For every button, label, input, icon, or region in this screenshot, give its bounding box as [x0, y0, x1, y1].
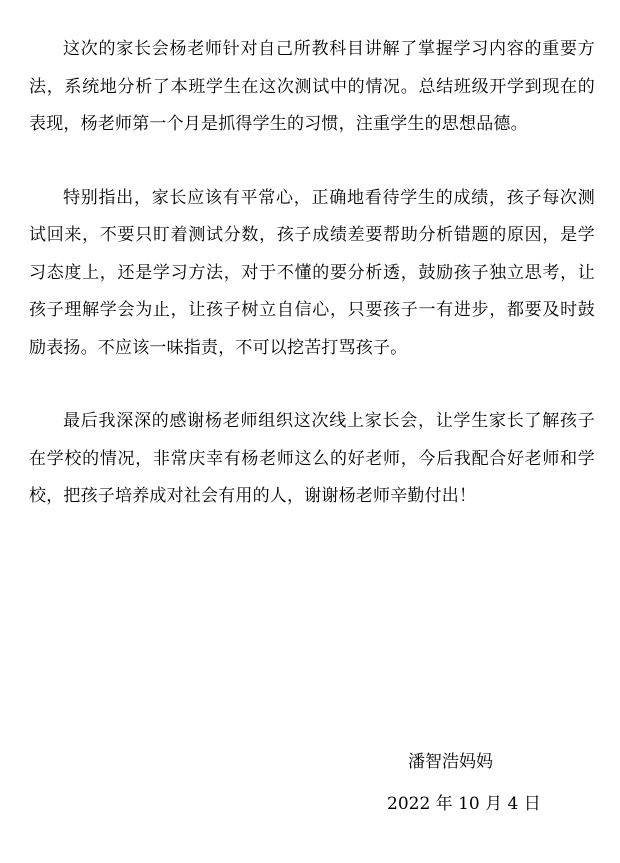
- paragraph-3: 最后我深深的感谢杨老师组织这次线上家长会，让学生家长了解孩子在学校的情况，非常庆幸有杨老师这么的好老师，今后我配合好老师和学校，把孩子培养成对社会有用的人，谢谢杨老师辛勤付出！: [29, 411, 595, 506]
- letter-body: [29, 31, 595, 516]
- paragraph-2: 特别指出，家长应该有平常心，正确地看待学生的成绩，孩子每次测试回来，不要只盯着测试分数，孩子成绩差要帮助分析错题的原因，是学习态度上，还是学习方法，对于不懂的要分析透，鼓励孩子独立思考，让孩子理解学会为止，让孩子树立自信心，只要孩子一有进步，都要及时鼓励表扬。不应该一味指责，不可以挖苦打骂孩子。: [29, 187, 595, 358]
- paragraph-1: 这次的家长会杨老师针对自己所教科目讲解了掌握学习内容的重要方法，系统地分析了本班学生在这次测试中的情况。总结班级开学到现在的表现，杨老师第一个月是抓得学生的习惯，注重学生的思想品德。: [29, 39, 595, 134]
- signature: 潘智浩妈妈: [408, 752, 493, 772]
- date: 2022 年 10 月 4 日: [387, 794, 541, 814]
